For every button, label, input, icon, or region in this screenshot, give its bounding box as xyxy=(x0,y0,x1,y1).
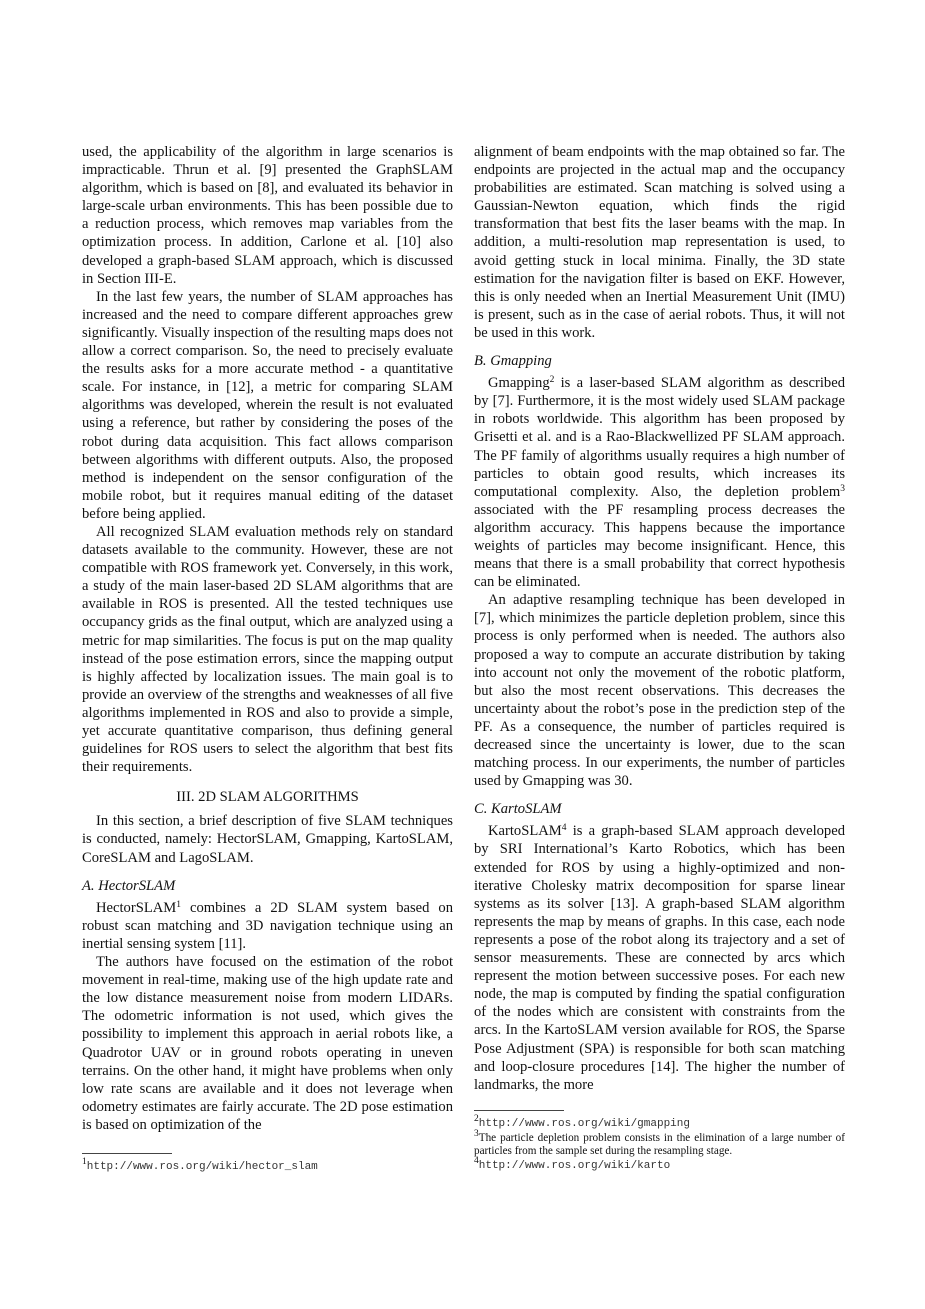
footnote-rule xyxy=(474,1110,564,1111)
paragraph-text: combines a 2D SLAM system based on robust scan matching and 3D navigation technique using an inertial sensing system [11]. xyxy=(82,899,453,952)
paragraph xyxy=(474,374,845,591)
footnote-text: The particle depletion problem consists in the elimination of a large number of particles from the sample set during the resampling stage. xyxy=(474,1131,845,1158)
footnote-2 xyxy=(474,1114,845,1132)
footnote-1 xyxy=(82,1157,453,1175)
footnote-mark: 3 xyxy=(474,1128,479,1139)
footnote-mark: 1 xyxy=(82,1157,87,1167)
algorithm-name: HectorSLAM xyxy=(96,899,177,916)
paragraph-text: is a laser-based SLAM algorithm as described by [7]. Furthermore, it is the most widely used SLAM package in robots worldwide. This algorithm has been proposed by Grisetti et al. and is a Rao-Blackwellized PF SLAM approach. The PF family of algorithms usually requires a high number of particles to obtain good results, which increases its computational complexity. Also, the depletion problem xyxy=(474,375,845,500)
footnote-link[interactable]: http://www.ros.org/wiki/hector_slam xyxy=(86,1161,318,1173)
footnote-mark: 2 xyxy=(549,375,555,386)
paragraph: alignment of beam endpoints with the map obtained so far. The endpoints are projected in the actual map and the occupancy probabilities are estimated. Scan matching is solved using a Gaussian-Newton equation, which finds the rigid transformation that best fits the laser beams with the map. In addition, a multi-resolution map representation is used, to avoid getting stuck in local minima. Finally, the 3D state estimation for the navigation filter is based on EKF. However, this is only needed when an Inertial Measurement Unit (IMU) is present, such as in the case of aerial robots. Thus, it will not be used in this work. xyxy=(474,144,845,341)
subsection-heading-a: A. HectorSLAM xyxy=(82,877,176,894)
section-heading xyxy=(82,788,453,806)
paragraph: The authors have focused on the estimation of the robot movement in real-time, making use of the high update rate and the low distance measurement noise from modern LIDARs. The odometric information is not used, which gives the possibility to implement this approach in aerial robots like, a Quadrotor UAV or in ground robots operating in uneven terrains. On the other hand, it might have problems when only low rate scans are available and it does not leverage when odometry estimates are fairly accurate. The 2D pose estimation is based on optimization of the xyxy=(82,954,453,1133)
paragraph: used, the applicability of the algorithm in large scenarios is impracticable. Thrun et al. [9] presented the GraphSLAM algorithm, which is based on [8], and evaluated its behavior in large-scale urban environments. This has been possible due to a reduction process, which removes map variables from the optimization process. In addition, Carlone et al. [10] also developed a graph-based SLAM approach, which is discussed in Section III-E. xyxy=(82,144,453,287)
paragraph xyxy=(474,822,845,1093)
footnotes-right xyxy=(474,1110,845,1173)
footnote-mark: 3 xyxy=(840,483,845,494)
paragraph-text: associated with the PF resampling process decreases the algorithm accuracy. This happens because the importance weights of particles may become insignificant. Hence, this means that there is a small probability that correct hypothesis can be eliminated. xyxy=(474,501,845,591)
paragraph: In the last few years, the number of SLAM approaches has increased and the need to compare different approaches grew significantly. Visually inspection of the resulting maps does not allow a correct comparison. So, the need to precisely evaluate the results asks for a more accurate method - a quantitative scale. For instance, in [12], a metric for comparing SLAM algorithms was developed, wherein the result is not evaluated using a reference, but rather by considering the poses of the robot during data acquisition. This fact allows comparison between algorithms with different outputs. Also, the proposed method is independent on the sensor configuration of the mobile robot, but it requires manual editing of the dataset before being applied. xyxy=(82,288,453,522)
subsection-heading-c: C. KartoSLAM xyxy=(474,801,562,818)
footnote-rule xyxy=(82,1153,172,1154)
left-column xyxy=(82,143,453,1134)
section-title-first: 2D SLAM A xyxy=(198,789,274,806)
section-number: III. xyxy=(176,789,195,806)
footnote-mark: 2 xyxy=(474,1114,479,1124)
paragraph-text: is a graph-based SLAM approach developed by SRI International’s Karto Robotics, which has been extended for ROS by using a highly-optimized and non-iterative Cholesky matrix decomposition for sparse linear systems as its solver [13]. A graph-based SLAM algorithm represents the map by means of graphs. In this case, each node represents a pose of the robot along its trajectory and a set of sensor measurements. These are connected by arcs which represent the motion between successive poses. For each new node, the map is computed by finding the spatial configuration of the nodes which are consistent with constraints from the arcs. In the KartoSLAM version available for ROS, the Sparse Pose Adjustment (SPA) is responsible for both scan matching and loop-closure procedures [14]. The higher the number of landmarks, the more xyxy=(474,823,845,1093)
footnote-link[interactable]: http://www.ros.org/wiki/karto xyxy=(478,1159,671,1172)
footnote-3 xyxy=(474,1128,845,1159)
footnote-mark: 4 xyxy=(474,1155,479,1166)
paragraph xyxy=(82,899,453,953)
section-title-rest: LGORITHMS xyxy=(273,789,359,806)
algorithm-name: KartoSLAM xyxy=(488,823,562,840)
footnote-mark: 1 xyxy=(176,899,182,910)
paragraph: In this section, a brief description of five SLAM techniques is conducted, namely: HectorSLAM, Gmapping, KartoSLAM, CoreSLAM and LagoSLAM. xyxy=(82,813,453,866)
right-column xyxy=(474,143,845,1094)
footnote-4 xyxy=(474,1155,845,1174)
algorithm-name: Gmapping xyxy=(488,375,550,392)
footnote-mark: 4 xyxy=(561,823,567,834)
footnote-link[interactable]: http://www.ros.org/wiki/gmapping xyxy=(478,1118,690,1130)
paragraph: An adaptive resampling technique has been developed in [7], which minimizes the particle depletion problem, since this process is only performed when is needed. The authors also proposed a way to compute an accurate distribution by taking into account not only the movement of the robotic platform, but also the most recent observations. This decreases the uncertainty about the robot’s pose in the prediction step of the PF. As a consequence, the number of particles required is decreased since the uncertainty is lower, due to the scan matching process. In our experiments, the number of particles used by Gmapping was 30. xyxy=(474,592,845,790)
subsection-heading-b: B. Gmapping xyxy=(474,353,552,370)
footnotes-left xyxy=(82,1153,453,1175)
paragraph: All recognized SLAM evaluation methods rely on standard datasets available to the community. However, these are not compatible with ROS framework yet. Conversely, in this work, a study of the main laser-based 2D SLAM algorithms that are available in ROS is presented. All the tested techniques use occupancy grids as the final output, which are analyzed using a metric for map similarities. The focus is put on the map quality instead of the pose estimation errors, since the mapping output is highly affected by localization issues. The main goal is to provide an overview of the strengths and weaknesses of all five algorithms implemented in ROS and also to provide a simple, yet accurate quantitative comparison, thus defining general guidelines for ROS users to select the algorithm that best fits their requirements. xyxy=(82,523,453,776)
